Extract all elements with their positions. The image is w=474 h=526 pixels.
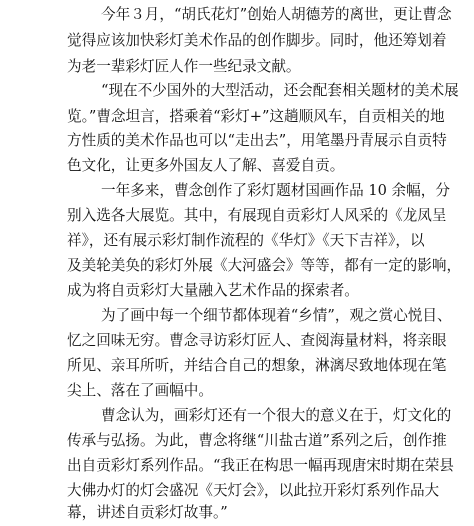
text-line: 所见、亲耳所听，并结合自己的想象，淋漓尽致地体现在笔 — [67, 357, 447, 374]
text-line: 方性质的美术作品也可以“走出去”，用笔墨丹青展示自贡特 — [67, 132, 447, 149]
text-line: 传承与弘扬。为此，曹念将继“川盐古道”系列之后，创作推 — [67, 432, 447, 449]
text-line: 大佛办灯的灯会盛况《天灯会》，以此拉开彩灯系列作品大 — [67, 482, 440, 499]
text-line: 色文化，让更多外国友人了解、喜爱自贡。 — [67, 157, 345, 174]
text-line: “现在不少国外的大型活动，还会配套相关题材的美术展 — [101, 82, 459, 99]
text-line: 祥》，还有展示彩灯制作流程的《华灯》《天下吉祥》，以 — [67, 232, 425, 249]
text-line: 今年３月，“胡氏花灯”创始人胡德芳的离世，更让曹念 — [101, 6, 452, 23]
text-line: 忆之回味无穷。曹念寻访彩灯匠人、查阅海量材料，将亲眼 — [67, 332, 447, 349]
text-line: 一年多来，曹念创作了彩灯题材国画作品 10 余幅，分 — [101, 182, 450, 199]
text-line: 尖上、落在了画幅中。 — [67, 382, 213, 399]
text-line: 为老一辈彩灯匠人作一些纪录文献。 — [67, 58, 301, 75]
text-line: 览。”曹念坦言，搭乘着“彩灯+”这趟顺风车，自贡相关的地 — [67, 108, 445, 125]
text-line: 成为将自贡彩灯大量融入艺术作品的探索者。 — [67, 282, 359, 299]
text-line: 幕，讲述自贡彩灯故事。” — [67, 504, 228, 521]
text-line: 曹念认为，画彩灯还有一个很大的意义在于，灯文化的 — [101, 407, 452, 424]
text-line: 及美轮美奂的彩灯外展《大河盛会》等等，都有一定的影响， — [67, 257, 462, 274]
text-line: 别入选各大展览。其中，有展现自贡彩灯人风采的《龙凤呈 — [67, 207, 447, 224]
text-line: 觉得应该加快彩灯美术作品的创作脚步。同时，他还筹划着 — [67, 32, 447, 49]
text-line: 为了画中每一个细节都体现着“乡情”，观之赏心悦目、 — [101, 307, 452, 324]
text-line: 出自贡彩灯系列作品。“我正在构思一幅再现唐宋时期在荣县 — [67, 457, 454, 474]
